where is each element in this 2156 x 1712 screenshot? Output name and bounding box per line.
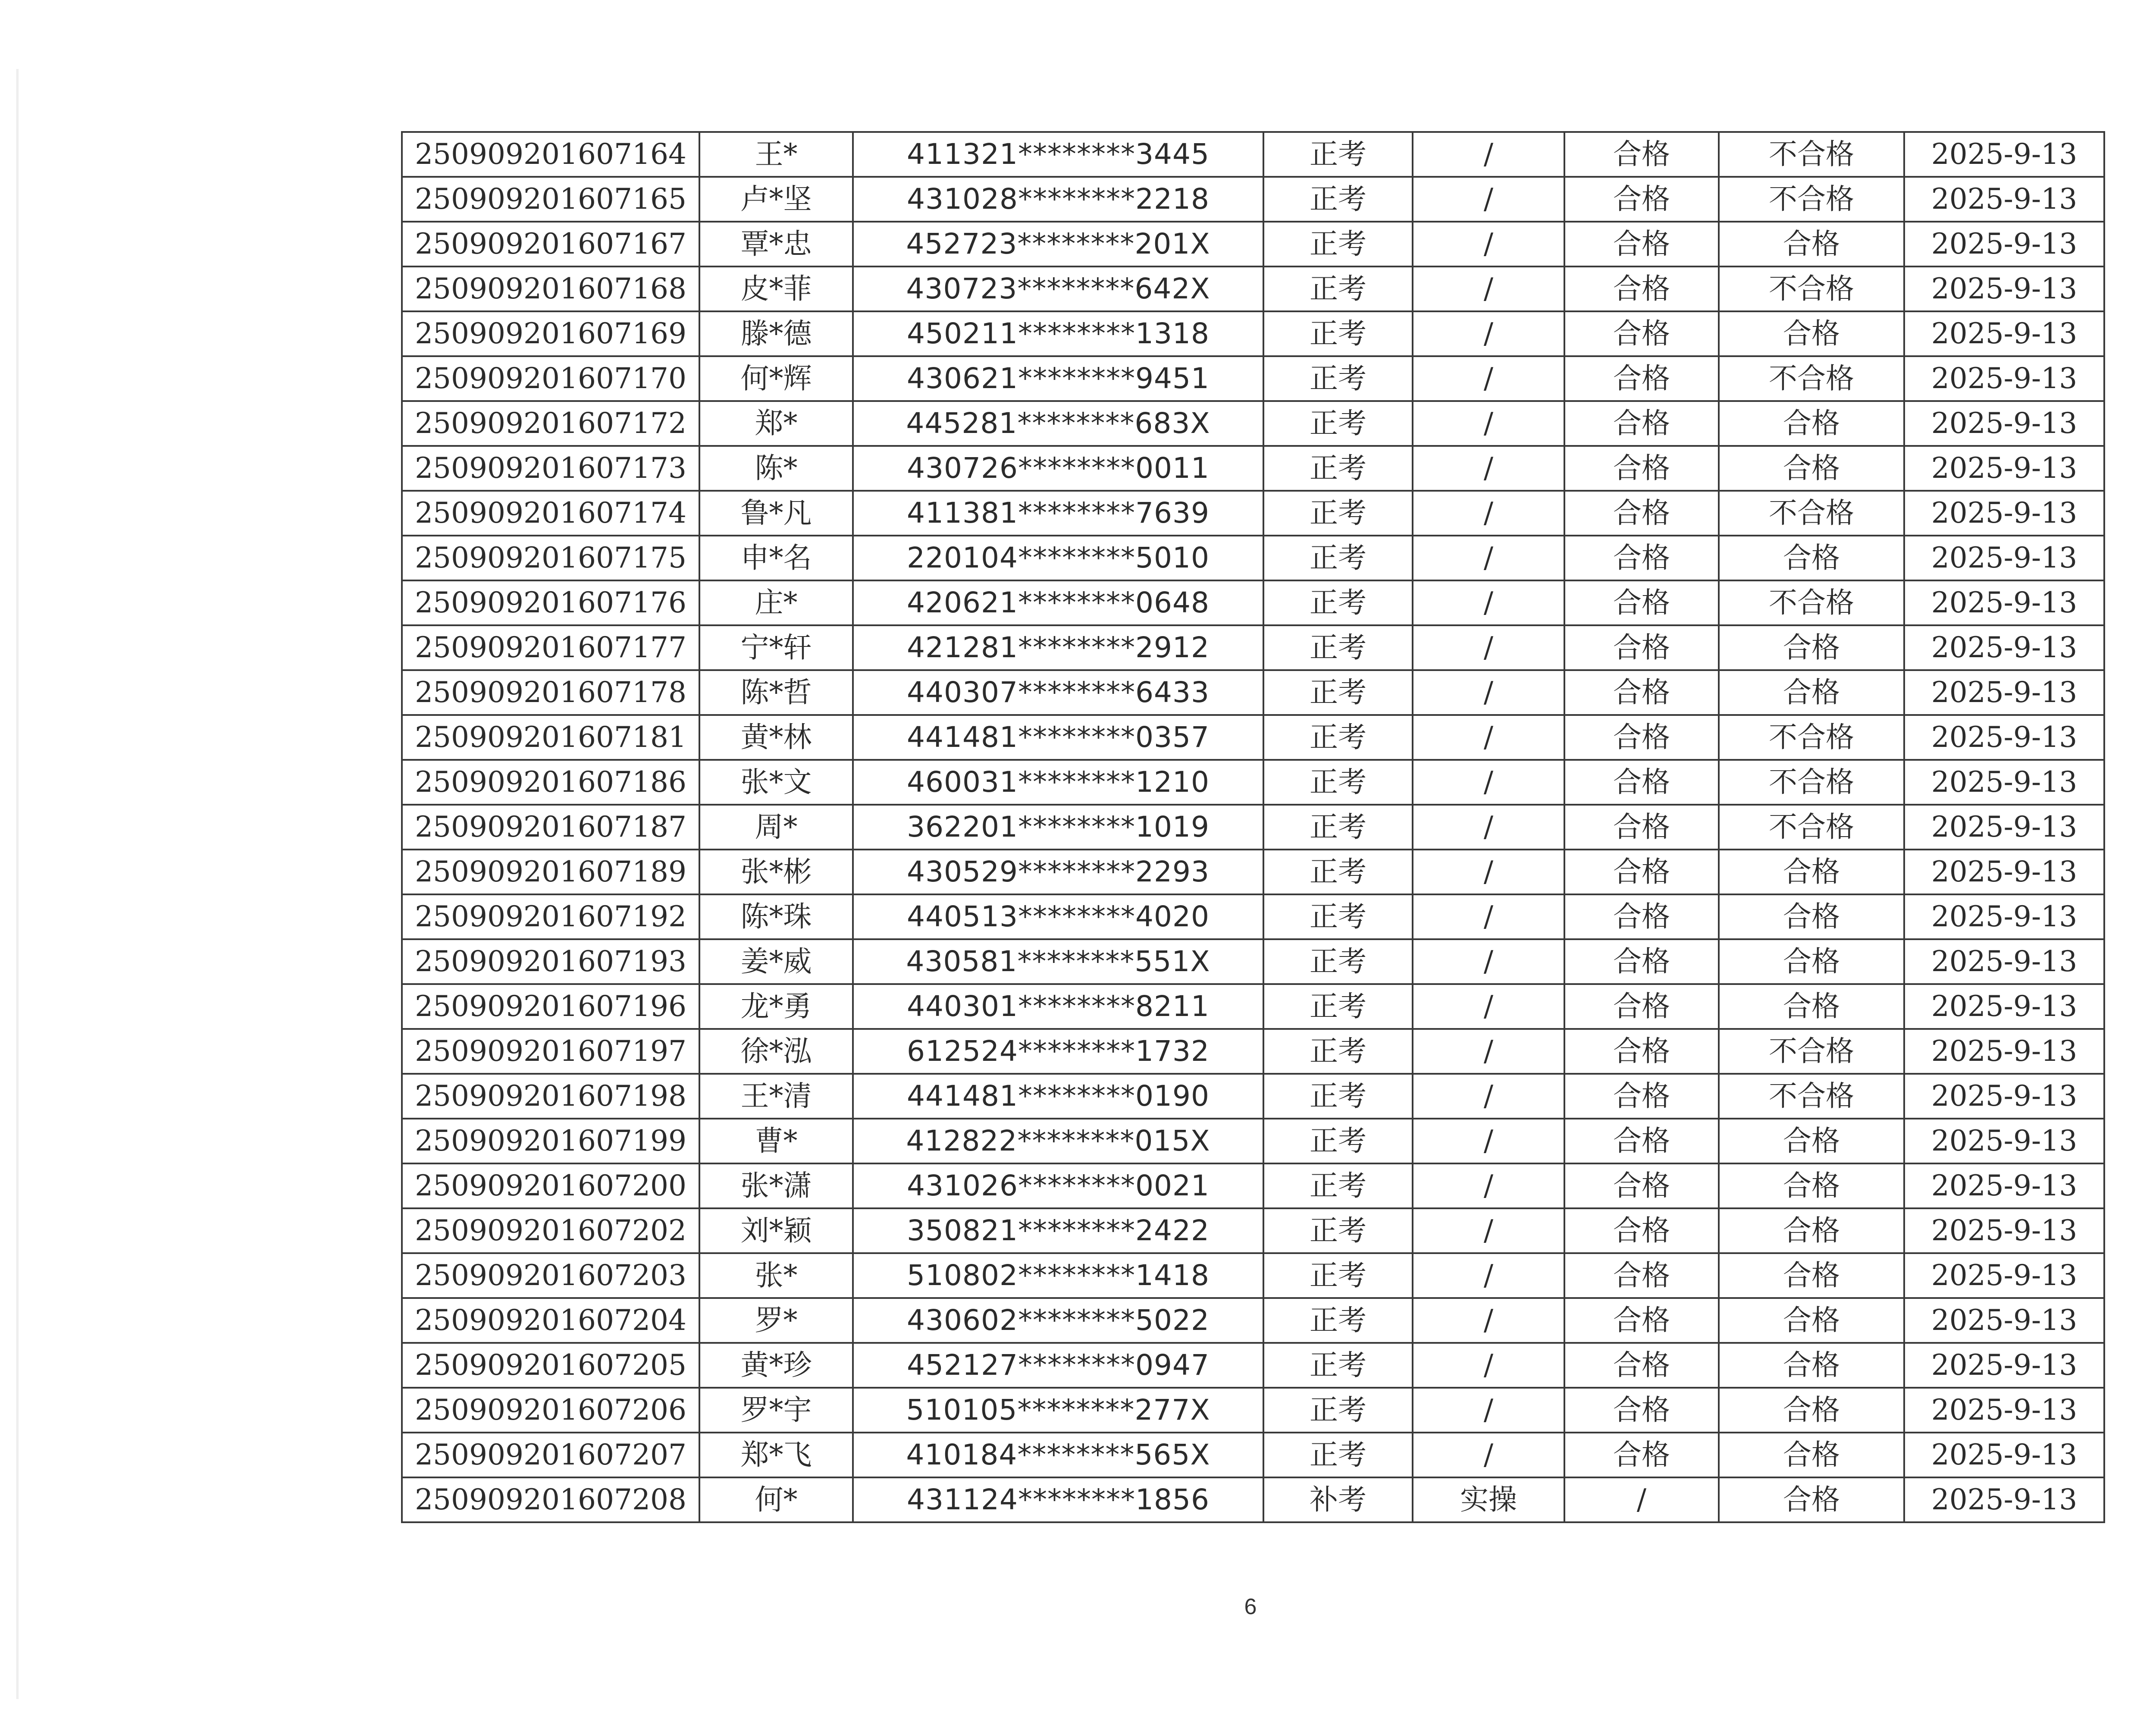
exam-type-cell: 正考 bbox=[1263, 1298, 1413, 1343]
id-card-cell: 460031********1210 bbox=[853, 760, 1263, 805]
table-row bbox=[402, 984, 2104, 1029]
scan-shadow-edge bbox=[16, 69, 19, 1699]
table-row bbox=[402, 132, 2104, 177]
exam-date-cell: 2025-9-13 bbox=[1904, 1253, 2104, 1298]
id-card-cell: 510105********277X bbox=[853, 1388, 1263, 1433]
candidate-id-cell: 250909201607206 bbox=[402, 1388, 699, 1433]
candidate-id-cell: 250909201607186 bbox=[402, 760, 699, 805]
id-card-cell: 612524********1732 bbox=[853, 1029, 1263, 1074]
exam-date-cell: 2025-9-13 bbox=[1904, 939, 2104, 984]
table-row bbox=[402, 939, 2104, 984]
retake-item-cell: / bbox=[1413, 1298, 1564, 1343]
exam-date-cell: 2025-9-13 bbox=[1904, 311, 2104, 356]
id-card-cell: 440513********4020 bbox=[853, 894, 1263, 939]
practical-result-cell: 合格 bbox=[1719, 1208, 1904, 1253]
retake-item-cell: / bbox=[1413, 1074, 1564, 1119]
exam-type-cell: 正考 bbox=[1263, 177, 1413, 222]
exam-date-cell: 2025-9-13 bbox=[1904, 625, 2104, 670]
practical-result-cell: 合格 bbox=[1719, 222, 1904, 267]
candidate-id-cell: 250909201607203 bbox=[402, 1253, 699, 1298]
retake-item-cell: / bbox=[1413, 222, 1564, 267]
practical-result-cell: 不合格 bbox=[1719, 132, 1904, 177]
theory-result-cell: 合格 bbox=[1564, 1208, 1719, 1253]
theory-result-cell: 合格 bbox=[1564, 1163, 1719, 1208]
exam-date-cell: 2025-9-13 bbox=[1904, 267, 2104, 311]
name-cell: 郑*飞 bbox=[699, 1433, 853, 1477]
retake-item-cell: / bbox=[1413, 894, 1564, 939]
theory-result-cell: 合格 bbox=[1564, 939, 1719, 984]
table-row bbox=[402, 1163, 2104, 1208]
id-card-cell: 445281********683X bbox=[853, 401, 1263, 446]
exam-date-cell: 2025-9-13 bbox=[1904, 894, 2104, 939]
exam-type-cell: 正考 bbox=[1263, 1208, 1413, 1253]
exam-type-cell: 正考 bbox=[1263, 1029, 1413, 1074]
exam-date-cell: 2025-9-13 bbox=[1904, 1074, 2104, 1119]
retake-item-cell: / bbox=[1413, 715, 1564, 760]
exam-date-cell: 2025-9-13 bbox=[1904, 401, 2104, 446]
candidate-id-cell: 250909201607208 bbox=[402, 1477, 699, 1522]
theory-result-cell: 合格 bbox=[1564, 536, 1719, 580]
table-row bbox=[402, 1343, 2104, 1388]
exam-date-cell: 2025-9-13 bbox=[1904, 177, 2104, 222]
name-cell: 黄*林 bbox=[699, 715, 853, 760]
table-row bbox=[402, 356, 2104, 401]
practical-result-cell: 合格 bbox=[1719, 1343, 1904, 1388]
exam-date-cell: 2025-9-13 bbox=[1904, 760, 2104, 805]
candidate-id-cell: 250909201607176 bbox=[402, 580, 699, 625]
retake-item-cell: / bbox=[1413, 132, 1564, 177]
name-cell: 罗*宇 bbox=[699, 1388, 853, 1433]
exam-date-cell: 2025-9-13 bbox=[1904, 984, 2104, 1029]
exam-type-cell: 正考 bbox=[1263, 446, 1413, 491]
exam-type-cell: 正考 bbox=[1263, 536, 1413, 580]
name-cell: 曹* bbox=[699, 1119, 853, 1163]
id-card-cell: 440307********6433 bbox=[853, 670, 1263, 715]
retake-item-cell: / bbox=[1413, 939, 1564, 984]
practical-result-cell: 不合格 bbox=[1719, 1074, 1904, 1119]
theory-result-cell: / bbox=[1564, 1477, 1719, 1522]
retake-item-cell: / bbox=[1413, 580, 1564, 625]
practical-result-cell: 不合格 bbox=[1719, 177, 1904, 222]
practical-result-cell: 合格 bbox=[1719, 1433, 1904, 1477]
id-card-cell: 452127********0947 bbox=[853, 1343, 1263, 1388]
retake-item-cell: / bbox=[1413, 1029, 1564, 1074]
candidate-id-cell: 250909201607177 bbox=[402, 625, 699, 670]
practical-result-cell: 合格 bbox=[1719, 939, 1904, 984]
candidate-id-cell: 250909201607204 bbox=[402, 1298, 699, 1343]
name-cell: 龙*勇 bbox=[699, 984, 853, 1029]
practical-result-cell: 不合格 bbox=[1719, 267, 1904, 311]
retake-item-cell: / bbox=[1413, 850, 1564, 894]
exam-type-cell: 正考 bbox=[1263, 132, 1413, 177]
table-row bbox=[402, 1388, 2104, 1433]
id-card-cell: 421281********2912 bbox=[853, 625, 1263, 670]
name-cell: 姜*威 bbox=[699, 939, 853, 984]
name-cell: 鲁*凡 bbox=[699, 491, 853, 536]
exam-type-cell: 正考 bbox=[1263, 311, 1413, 356]
id-card-cell: 420621********0648 bbox=[853, 580, 1263, 625]
candidate-id-cell: 250909201607168 bbox=[402, 267, 699, 311]
practical-result-cell: 合格 bbox=[1719, 446, 1904, 491]
table-row bbox=[402, 491, 2104, 536]
candidate-id-cell: 250909201607172 bbox=[402, 401, 699, 446]
theory-result-cell: 合格 bbox=[1564, 356, 1719, 401]
name-cell: 刘*颖 bbox=[699, 1208, 853, 1253]
results-table bbox=[401, 131, 2105, 1523]
exam-type-cell: 正考 bbox=[1263, 670, 1413, 715]
candidate-id-cell: 250909201607205 bbox=[402, 1343, 699, 1388]
retake-item-cell: / bbox=[1413, 177, 1564, 222]
candidate-id-cell: 250909201607200 bbox=[402, 1163, 699, 1208]
id-card-cell: 430529********2293 bbox=[853, 850, 1263, 894]
table-row bbox=[402, 1074, 2104, 1119]
exam-date-cell: 2025-9-13 bbox=[1904, 536, 2104, 580]
candidate-id-cell: 250909201607175 bbox=[402, 536, 699, 580]
table-row bbox=[402, 536, 2104, 580]
practical-result-cell: 合格 bbox=[1719, 1477, 1904, 1522]
exam-type-cell: 正考 bbox=[1263, 1433, 1413, 1477]
table-row bbox=[402, 1119, 2104, 1163]
retake-item-cell: / bbox=[1413, 805, 1564, 850]
exam-date-cell: 2025-9-13 bbox=[1904, 1433, 2104, 1477]
id-card-cell: 510802********1418 bbox=[853, 1253, 1263, 1298]
retake-item-cell: / bbox=[1413, 760, 1564, 805]
theory-result-cell: 合格 bbox=[1564, 1388, 1719, 1433]
practical-result-cell: 合格 bbox=[1719, 894, 1904, 939]
table-row bbox=[402, 1253, 2104, 1298]
theory-result-cell: 合格 bbox=[1564, 850, 1719, 894]
theory-result-cell: 合格 bbox=[1564, 715, 1719, 760]
name-cell: 罗* bbox=[699, 1298, 853, 1343]
candidate-id-cell: 250909201607187 bbox=[402, 805, 699, 850]
table-row bbox=[402, 1029, 2104, 1074]
exam-date-cell: 2025-9-13 bbox=[1904, 1208, 2104, 1253]
page-number: 6 bbox=[1244, 1594, 1257, 1619]
name-cell: 何* bbox=[699, 1477, 853, 1522]
table-row bbox=[402, 760, 2104, 805]
retake-item-cell: / bbox=[1413, 1343, 1564, 1388]
retake-item-cell: / bbox=[1413, 491, 1564, 536]
theory-result-cell: 合格 bbox=[1564, 1253, 1719, 1298]
table-row bbox=[402, 446, 2104, 491]
practical-result-cell: 合格 bbox=[1719, 1253, 1904, 1298]
name-cell: 庄* bbox=[699, 580, 853, 625]
theory-result-cell: 合格 bbox=[1564, 267, 1719, 311]
table-row bbox=[402, 715, 2104, 760]
name-cell: 陈* bbox=[699, 446, 853, 491]
exam-date-cell: 2025-9-13 bbox=[1904, 356, 2104, 401]
exam-type-cell: 正考 bbox=[1263, 1388, 1413, 1433]
candidate-id-cell: 250909201607181 bbox=[402, 715, 699, 760]
name-cell: 郑* bbox=[699, 401, 853, 446]
practical-result-cell: 不合格 bbox=[1719, 715, 1904, 760]
retake-item-cell: / bbox=[1413, 1208, 1564, 1253]
id-card-cell: 430726********0011 bbox=[853, 446, 1263, 491]
theory-result-cell: 合格 bbox=[1564, 177, 1719, 222]
practical-result-cell: 合格 bbox=[1719, 1119, 1904, 1163]
name-cell: 张*彬 bbox=[699, 850, 853, 894]
table-row bbox=[402, 850, 2104, 894]
retake-item-cell: / bbox=[1413, 1388, 1564, 1433]
id-card-cell: 431124********1856 bbox=[853, 1477, 1263, 1522]
theory-result-cell: 合格 bbox=[1564, 760, 1719, 805]
theory-result-cell: 合格 bbox=[1564, 491, 1719, 536]
candidate-id-cell: 250909201607165 bbox=[402, 177, 699, 222]
retake-item-cell: / bbox=[1413, 1253, 1564, 1298]
name-cell: 王*清 bbox=[699, 1074, 853, 1119]
name-cell: 覃*忠 bbox=[699, 222, 853, 267]
practical-result-cell: 合格 bbox=[1719, 984, 1904, 1029]
table-row bbox=[402, 267, 2104, 311]
id-card-cell: 430602********5022 bbox=[853, 1298, 1263, 1343]
retake-item-cell: / bbox=[1413, 1433, 1564, 1477]
table-row bbox=[402, 222, 2104, 267]
table-row bbox=[402, 894, 2104, 939]
id-card-cell: 431028********2218 bbox=[853, 177, 1263, 222]
candidate-id-cell: 250909201607170 bbox=[402, 356, 699, 401]
practical-result-cell: 合格 bbox=[1719, 401, 1904, 446]
name-cell: 张*潇 bbox=[699, 1163, 853, 1208]
exam-type-cell: 正考 bbox=[1263, 939, 1413, 984]
table-row bbox=[402, 670, 2104, 715]
retake-item-cell: / bbox=[1413, 356, 1564, 401]
name-cell: 申*名 bbox=[699, 536, 853, 580]
candidate-id-cell: 250909201607207 bbox=[402, 1433, 699, 1477]
name-cell: 宁*轩 bbox=[699, 625, 853, 670]
exam-type-cell: 正考 bbox=[1263, 401, 1413, 446]
practical-result-cell: 不合格 bbox=[1719, 805, 1904, 850]
exam-date-cell: 2025-9-13 bbox=[1904, 1119, 2104, 1163]
retake-item-cell: / bbox=[1413, 625, 1564, 670]
table-row bbox=[402, 177, 2104, 222]
theory-result-cell: 合格 bbox=[1564, 1074, 1719, 1119]
name-cell: 张*文 bbox=[699, 760, 853, 805]
candidate-id-cell: 250909201607202 bbox=[402, 1208, 699, 1253]
theory-result-cell: 合格 bbox=[1564, 894, 1719, 939]
practical-result-cell: 不合格 bbox=[1719, 760, 1904, 805]
candidate-id-cell: 250909201607169 bbox=[402, 311, 699, 356]
candidate-id-cell: 250909201607193 bbox=[402, 939, 699, 984]
name-cell: 陈*珠 bbox=[699, 894, 853, 939]
practical-result-cell: 合格 bbox=[1719, 1163, 1904, 1208]
id-card-cell: 450211********1318 bbox=[853, 311, 1263, 356]
id-card-cell: 411381********7639 bbox=[853, 491, 1263, 536]
theory-result-cell: 合格 bbox=[1564, 1433, 1719, 1477]
name-cell: 黄*珍 bbox=[699, 1343, 853, 1388]
table-row bbox=[402, 1208, 2104, 1253]
retake-item-cell: / bbox=[1413, 536, 1564, 580]
id-card-cell: 350821********2422 bbox=[853, 1208, 1263, 1253]
theory-result-cell: 合格 bbox=[1564, 1343, 1719, 1388]
candidate-id-cell: 250909201607192 bbox=[402, 894, 699, 939]
exam-date-cell: 2025-9-13 bbox=[1904, 1163, 2104, 1208]
exam-date-cell: 2025-9-13 bbox=[1904, 132, 2104, 177]
theory-result-cell: 合格 bbox=[1564, 580, 1719, 625]
retake-item-cell: / bbox=[1413, 1163, 1564, 1208]
exam-date-cell: 2025-9-13 bbox=[1904, 1477, 2104, 1522]
exam-type-cell: 正考 bbox=[1263, 356, 1413, 401]
exam-date-cell: 2025-9-13 bbox=[1904, 1029, 2104, 1074]
table-row bbox=[402, 805, 2104, 850]
exam-type-cell: 正考 bbox=[1263, 491, 1413, 536]
exam-type-cell: 正考 bbox=[1263, 580, 1413, 625]
exam-type-cell: 正考 bbox=[1263, 1119, 1413, 1163]
practical-result-cell: 合格 bbox=[1719, 625, 1904, 670]
theory-result-cell: 合格 bbox=[1564, 446, 1719, 491]
practical-result-cell: 不合格 bbox=[1719, 491, 1904, 536]
exam-type-cell: 正考 bbox=[1263, 894, 1413, 939]
name-cell: 徐*泓 bbox=[699, 1029, 853, 1074]
id-card-cell: 441481********0190 bbox=[853, 1074, 1263, 1119]
retake-item-cell: / bbox=[1413, 311, 1564, 356]
exam-date-cell: 2025-9-13 bbox=[1904, 850, 2104, 894]
name-cell: 何*辉 bbox=[699, 356, 853, 401]
exam-type-cell: 正考 bbox=[1263, 267, 1413, 311]
exam-type-cell: 正考 bbox=[1263, 760, 1413, 805]
practical-result-cell: 不合格 bbox=[1719, 1029, 1904, 1074]
practical-result-cell: 合格 bbox=[1719, 670, 1904, 715]
theory-result-cell: 合格 bbox=[1564, 1298, 1719, 1343]
table-row bbox=[402, 1477, 2104, 1522]
theory-result-cell: 合格 bbox=[1564, 670, 1719, 715]
name-cell: 张* bbox=[699, 1253, 853, 1298]
name-cell: 卢*坚 bbox=[699, 177, 853, 222]
exam-type-cell: 正考 bbox=[1263, 1074, 1413, 1119]
exam-type-cell: 正考 bbox=[1263, 1253, 1413, 1298]
id-card-cell: 362201********1019 bbox=[853, 805, 1263, 850]
retake-item-cell: / bbox=[1413, 670, 1564, 715]
retake-item-cell: / bbox=[1413, 446, 1564, 491]
id-card-cell: 410184********565X bbox=[853, 1433, 1263, 1477]
retake-item-cell: / bbox=[1413, 267, 1564, 311]
id-card-cell: 220104********5010 bbox=[853, 536, 1263, 580]
candidate-id-cell: 250909201607197 bbox=[402, 1029, 699, 1074]
theory-result-cell: 合格 bbox=[1564, 984, 1719, 1029]
practical-result-cell: 合格 bbox=[1719, 536, 1904, 580]
theory-result-cell: 合格 bbox=[1564, 1119, 1719, 1163]
name-cell: 皮*菲 bbox=[699, 267, 853, 311]
retake-item-cell: / bbox=[1413, 1119, 1564, 1163]
candidate-id-cell: 250909201607167 bbox=[402, 222, 699, 267]
id-card-cell: 411321********3445 bbox=[853, 132, 1263, 177]
exam-date-cell: 2025-9-13 bbox=[1904, 1388, 2104, 1433]
exam-date-cell: 2025-9-13 bbox=[1904, 805, 2104, 850]
exam-type-cell: 正考 bbox=[1263, 715, 1413, 760]
name-cell: 周* bbox=[699, 805, 853, 850]
exam-type-cell: 正考 bbox=[1263, 1343, 1413, 1388]
practical-result-cell: 不合格 bbox=[1719, 580, 1904, 625]
theory-result-cell: 合格 bbox=[1564, 222, 1719, 267]
table-row bbox=[402, 580, 2104, 625]
theory-result-cell: 合格 bbox=[1564, 625, 1719, 670]
retake-item-cell: / bbox=[1413, 401, 1564, 446]
exam-date-cell: 2025-9-13 bbox=[1904, 491, 2104, 536]
name-cell: 王* bbox=[699, 132, 853, 177]
candidate-id-cell: 250909201607198 bbox=[402, 1074, 699, 1119]
candidate-id-cell: 250909201607199 bbox=[402, 1119, 699, 1163]
id-card-cell: 412822********015X bbox=[853, 1119, 1263, 1163]
practical-result-cell: 合格 bbox=[1719, 1298, 1904, 1343]
table-body bbox=[402, 132, 2104, 1522]
exam-date-cell: 2025-9-13 bbox=[1904, 446, 2104, 491]
practical-result-cell: 合格 bbox=[1719, 850, 1904, 894]
theory-result-cell: 合格 bbox=[1564, 1029, 1719, 1074]
candidate-id-cell: 250909201607164 bbox=[402, 132, 699, 177]
exam-type-cell: 正考 bbox=[1263, 805, 1413, 850]
id-card-cell: 430723********642X bbox=[853, 267, 1263, 311]
id-card-cell: 440301********8211 bbox=[853, 984, 1263, 1029]
practical-result-cell: 不合格 bbox=[1719, 356, 1904, 401]
theory-result-cell: 合格 bbox=[1564, 132, 1719, 177]
exam-type-cell: 正考 bbox=[1263, 222, 1413, 267]
candidate-id-cell: 250909201607178 bbox=[402, 670, 699, 715]
practical-result-cell: 合格 bbox=[1719, 1388, 1904, 1433]
theory-result-cell: 合格 bbox=[1564, 311, 1719, 356]
exam-type-cell: 正考 bbox=[1263, 625, 1413, 670]
exam-type-cell: 正考 bbox=[1263, 984, 1413, 1029]
id-card-cell: 431026********0021 bbox=[853, 1163, 1263, 1208]
candidate-id-cell: 250909201607196 bbox=[402, 984, 699, 1029]
exam-type-cell: 正考 bbox=[1263, 850, 1413, 894]
theory-result-cell: 合格 bbox=[1564, 805, 1719, 850]
exam-date-cell: 2025-9-13 bbox=[1904, 1343, 2104, 1388]
exam-type-cell: 补考 bbox=[1263, 1477, 1413, 1522]
name-cell: 滕*德 bbox=[699, 311, 853, 356]
exam-date-cell: 2025-9-13 bbox=[1904, 1298, 2104, 1343]
table-row bbox=[402, 1433, 2104, 1477]
exam-date-cell: 2025-9-13 bbox=[1904, 715, 2104, 760]
id-card-cell: 430581********551X bbox=[853, 939, 1263, 984]
id-card-cell: 430621********9451 bbox=[853, 356, 1263, 401]
practical-result-cell: 合格 bbox=[1719, 311, 1904, 356]
exam-date-cell: 2025-9-13 bbox=[1904, 222, 2104, 267]
table-row bbox=[402, 311, 2104, 356]
exam-date-cell: 2025-9-13 bbox=[1904, 670, 2104, 715]
table-row bbox=[402, 401, 2104, 446]
theory-result-cell: 合格 bbox=[1564, 401, 1719, 446]
candidate-id-cell: 250909201607173 bbox=[402, 446, 699, 491]
table-row bbox=[402, 625, 2104, 670]
table-row bbox=[402, 1298, 2104, 1343]
id-card-cell: 452723********201X bbox=[853, 222, 1263, 267]
exam-date-cell: 2025-9-13 bbox=[1904, 580, 2104, 625]
id-card-cell: 441481********0357 bbox=[853, 715, 1263, 760]
name-cell: 陈*哲 bbox=[699, 670, 853, 715]
exam-type-cell: 正考 bbox=[1263, 1163, 1413, 1208]
candidate-id-cell: 250909201607174 bbox=[402, 491, 699, 536]
candidate-id-cell: 250909201607189 bbox=[402, 850, 699, 894]
retake-item-cell: / bbox=[1413, 984, 1564, 1029]
retake-item-cell: 实操 bbox=[1413, 1477, 1564, 1522]
